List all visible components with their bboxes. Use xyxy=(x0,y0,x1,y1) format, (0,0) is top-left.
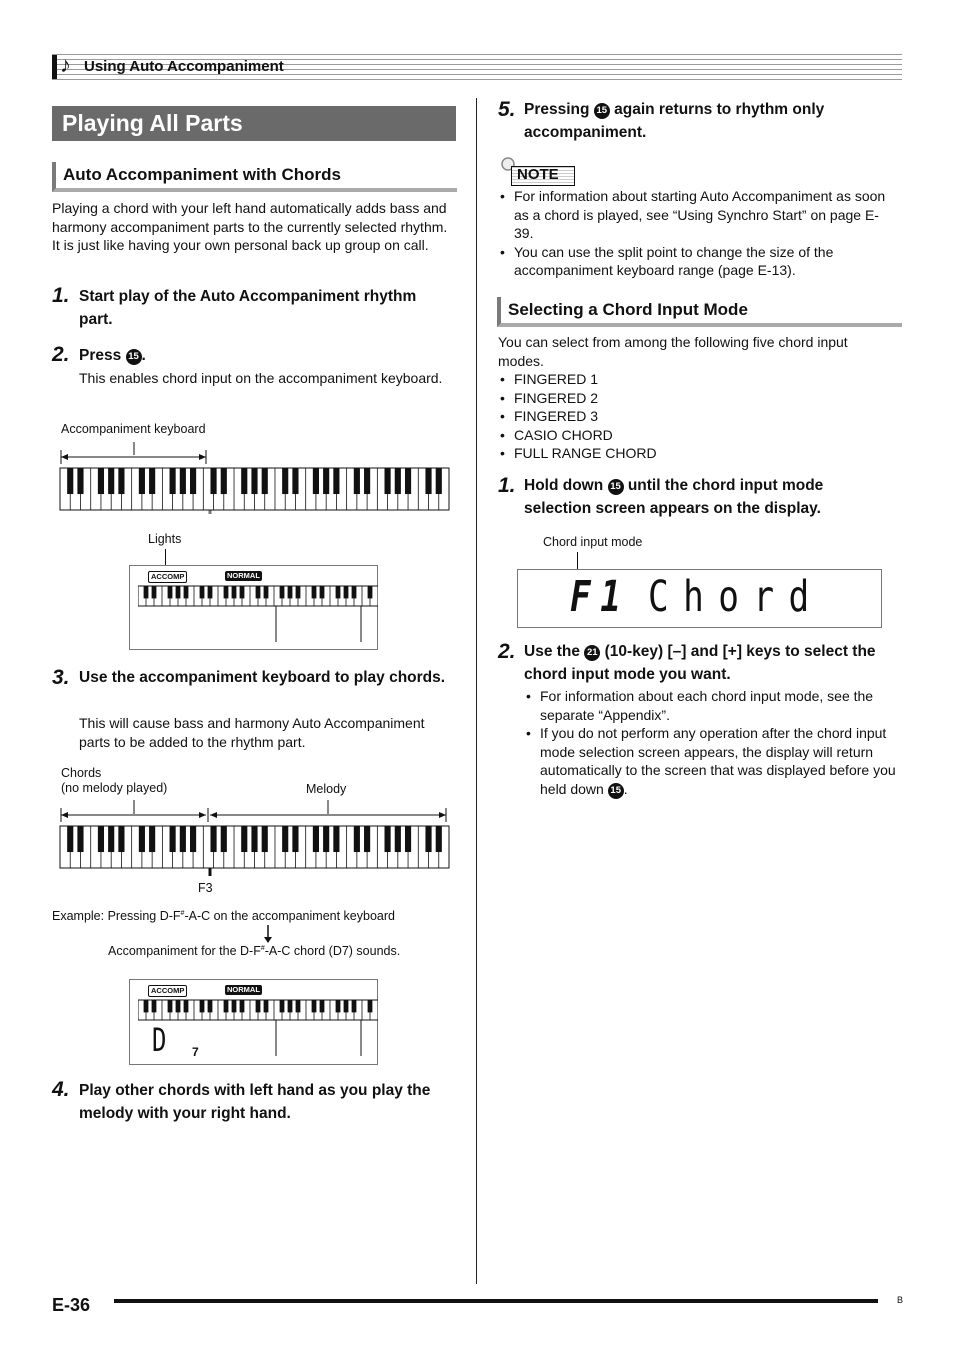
list-item: • FINGERED 2 xyxy=(498,389,798,408)
accomp-indicator: ACCOMP xyxy=(148,571,187,583)
step-text: Use the 21 (10-key) [–] and [+] keys to select the chord input mode you want. xyxy=(524,643,876,683)
black-key xyxy=(184,586,189,598)
normal-indicator: NORMAL xyxy=(227,571,260,580)
step-number: 2. xyxy=(498,640,516,663)
black-key xyxy=(149,468,155,494)
black-key xyxy=(118,826,124,852)
mode-list xyxy=(498,370,798,463)
black-key xyxy=(256,586,261,598)
black-key xyxy=(282,468,288,494)
black-key xyxy=(323,826,329,852)
step-description: This enables chord input on the accompaniment keyboard. xyxy=(79,370,443,386)
section-title-box xyxy=(52,106,456,141)
black-key xyxy=(352,1000,357,1012)
keyboard-diagram-2 xyxy=(58,798,450,880)
step-number: 4. xyxy=(52,1078,70,1101)
black-key xyxy=(280,1000,285,1012)
step-text: Use the accompaniment keyboard to play chords. xyxy=(79,669,446,686)
chord-mode-display xyxy=(517,569,882,628)
column-divider xyxy=(476,98,477,1284)
black-key xyxy=(405,468,411,494)
black-key xyxy=(333,468,339,494)
black-key xyxy=(395,468,401,494)
black-key xyxy=(208,586,213,598)
step-text: Hold down 15 until the chord input mode selection screen appears on the display. xyxy=(524,477,824,517)
lcd-display-2 xyxy=(129,979,378,1065)
black-key xyxy=(282,826,288,852)
section-title: Playing All Parts xyxy=(62,110,243,136)
step-text: Pressing 15 again returns to rhythm only accompaniment. xyxy=(524,101,825,141)
black-key xyxy=(368,586,373,598)
list-item: • FULL RANGE CHORD xyxy=(498,444,798,463)
black-key xyxy=(144,586,149,598)
black-key xyxy=(256,1000,261,1012)
footer-rule xyxy=(114,1299,878,1303)
black-key xyxy=(352,586,357,598)
figure-label: Accompaniment keyboard xyxy=(61,422,206,436)
lights-pointer xyxy=(165,549,166,566)
black-key xyxy=(251,468,257,494)
black-key xyxy=(336,1000,341,1012)
black-key xyxy=(77,826,83,852)
black-key xyxy=(312,1000,317,1012)
black-key xyxy=(118,468,124,494)
black-key xyxy=(144,1000,149,1012)
button-15-icon: 15 xyxy=(608,783,624,799)
normal-indicator: NORMAL xyxy=(227,985,260,994)
header-bar xyxy=(52,55,57,79)
black-key xyxy=(149,826,155,852)
black-key xyxy=(98,468,104,494)
black-key xyxy=(210,826,216,852)
black-key xyxy=(168,586,173,598)
black-key xyxy=(364,468,370,494)
black-key xyxy=(139,468,145,494)
step-text: Start play of the Auto Accompaniment rhythm part. xyxy=(79,288,417,328)
list-item: • For information about each chord input mode, see the separate “Appendix”. xyxy=(524,687,899,724)
black-key xyxy=(296,1000,301,1012)
lights-label: Lights xyxy=(148,532,182,546)
black-key xyxy=(108,468,114,494)
list-item: • You can use the split point to change the size of the accompaniment keyboard range (page E-13). xyxy=(498,243,893,280)
black-key xyxy=(262,826,268,852)
black-key xyxy=(224,1000,229,1012)
black-key xyxy=(292,826,298,852)
black-key xyxy=(139,826,145,852)
black-key xyxy=(168,1000,173,1012)
step-number: 2. xyxy=(52,343,70,366)
list-item: • For information about starting Auto Accompaniment as soon as a chord is played, see “Using Synchro Start” on page E-39. xyxy=(498,187,893,243)
black-key xyxy=(241,468,247,494)
black-key xyxy=(333,826,339,852)
step-number: 3. xyxy=(52,666,70,689)
black-key xyxy=(221,468,227,494)
black-key xyxy=(224,586,229,598)
lcd-display-1 xyxy=(129,565,378,650)
black-key xyxy=(288,586,293,598)
black-key xyxy=(323,468,329,494)
black-key xyxy=(170,826,176,852)
black-key xyxy=(200,586,205,598)
step-text: Play other chords with left hand as you play the melody with your right hand. xyxy=(79,1082,431,1122)
mode-word: Chord xyxy=(648,572,824,622)
black-key xyxy=(344,1000,349,1012)
black-key xyxy=(436,826,442,852)
black-key xyxy=(280,586,285,598)
note-label: NOTE xyxy=(517,166,559,183)
black-key xyxy=(264,586,269,598)
music-note-icon: ♪ xyxy=(60,52,71,77)
black-key xyxy=(395,826,401,852)
mode-code: F1 xyxy=(570,572,631,622)
subheading-auto-accompaniment: Auto Accompaniment with Chords xyxy=(52,162,457,192)
black-key xyxy=(320,1000,325,1012)
black-key xyxy=(425,826,431,852)
black-key xyxy=(292,468,298,494)
black-key xyxy=(436,468,442,494)
step-text: Press 15 . xyxy=(79,347,146,364)
black-key xyxy=(240,1000,245,1012)
example-text: Example: Pressing D-F#-A-C on the accompaniment keyboard xyxy=(52,909,395,923)
step-bullets xyxy=(524,687,899,799)
black-key xyxy=(385,468,391,494)
page-number: E-36 xyxy=(52,1295,91,1315)
black-key xyxy=(232,1000,237,1012)
black-key xyxy=(320,586,325,598)
black-key xyxy=(180,468,186,494)
black-key xyxy=(240,586,245,598)
black-key xyxy=(425,468,431,494)
black-key xyxy=(262,468,268,494)
black-key xyxy=(152,586,157,598)
black-key xyxy=(313,468,319,494)
chord-extension-display: 7 xyxy=(192,1045,199,1059)
black-key xyxy=(241,826,247,852)
list-item: • If you do not perform any operation after the chord input mode selection screen appears, the display will return automatically to the screen that was displayed before you held down 15 . xyxy=(524,724,899,799)
example-result: Accompaniment for the D-F#-A-C chord (D7) sounds. xyxy=(108,944,401,958)
black-key xyxy=(98,826,104,852)
black-key xyxy=(210,468,216,494)
black-key xyxy=(67,468,73,494)
list-item: • FINGERED 1 xyxy=(498,370,798,389)
black-key xyxy=(405,826,411,852)
intro-paragraph: Playing a chord with your left hand automatically adds bass and harmony accompaniment parts to the currently selected rhythm. It is just like having your own personal back up group on call. xyxy=(52,200,448,253)
black-key xyxy=(176,1000,181,1012)
step-number: 1. xyxy=(52,284,70,307)
note-badge xyxy=(503,164,573,186)
black-key xyxy=(344,586,349,598)
footer-mark: B xyxy=(897,1295,904,1305)
black-key xyxy=(312,586,317,598)
black-key xyxy=(176,586,181,598)
display-label: Chord input mode xyxy=(543,535,643,549)
note-list xyxy=(498,187,893,280)
black-key xyxy=(264,1000,269,1012)
step-description: This will cause bass and harmony Auto Accompaniment parts to be added to the rhythm part. xyxy=(79,715,425,750)
button-15-icon: 15 xyxy=(126,349,142,365)
black-key xyxy=(152,1000,157,1012)
black-key xyxy=(77,468,83,494)
down-arrow-icon xyxy=(262,925,274,945)
black-key xyxy=(200,1000,205,1012)
button-15-icon: 15 xyxy=(608,479,624,495)
black-key xyxy=(288,1000,293,1012)
subheading-chord-input-mode: Selecting a Chord Input Mode xyxy=(497,297,902,327)
black-key xyxy=(180,826,186,852)
intro-paragraph: You can select from among the following five chord input modes. xyxy=(498,334,848,369)
black-key xyxy=(184,1000,189,1012)
black-key xyxy=(313,826,319,852)
black-key xyxy=(108,826,114,852)
step-number: 1. xyxy=(498,474,516,497)
chords-label: Chords (no melody played) xyxy=(61,766,168,795)
black-key xyxy=(368,1000,373,1012)
black-key xyxy=(354,826,360,852)
black-key xyxy=(336,586,341,598)
keyboard-diagram-1 xyxy=(58,438,450,514)
black-key xyxy=(170,468,176,494)
split-point-label: F3 xyxy=(198,881,213,895)
chord-root-display: D xyxy=(152,1021,167,1059)
black-key xyxy=(232,586,237,598)
black-key xyxy=(354,468,360,494)
header-title: Using Auto Accompaniment xyxy=(84,58,284,75)
black-key xyxy=(221,826,227,852)
button-21-icon: 21 xyxy=(584,645,600,661)
black-key xyxy=(296,586,301,598)
black-key xyxy=(208,1000,213,1012)
black-key xyxy=(385,826,391,852)
melody-label: Melody xyxy=(306,782,347,796)
button-15-icon: 15 xyxy=(594,103,610,119)
list-item: • CASIO CHORD xyxy=(498,426,798,445)
black-key xyxy=(251,826,257,852)
list-item: • FINGERED 3 xyxy=(498,407,798,426)
black-key xyxy=(190,468,196,494)
step-number: 5. xyxy=(498,98,516,121)
black-key xyxy=(190,826,196,852)
black-key xyxy=(67,826,73,852)
accomp-indicator: ACCOMP xyxy=(148,985,187,997)
black-key xyxy=(364,826,370,852)
